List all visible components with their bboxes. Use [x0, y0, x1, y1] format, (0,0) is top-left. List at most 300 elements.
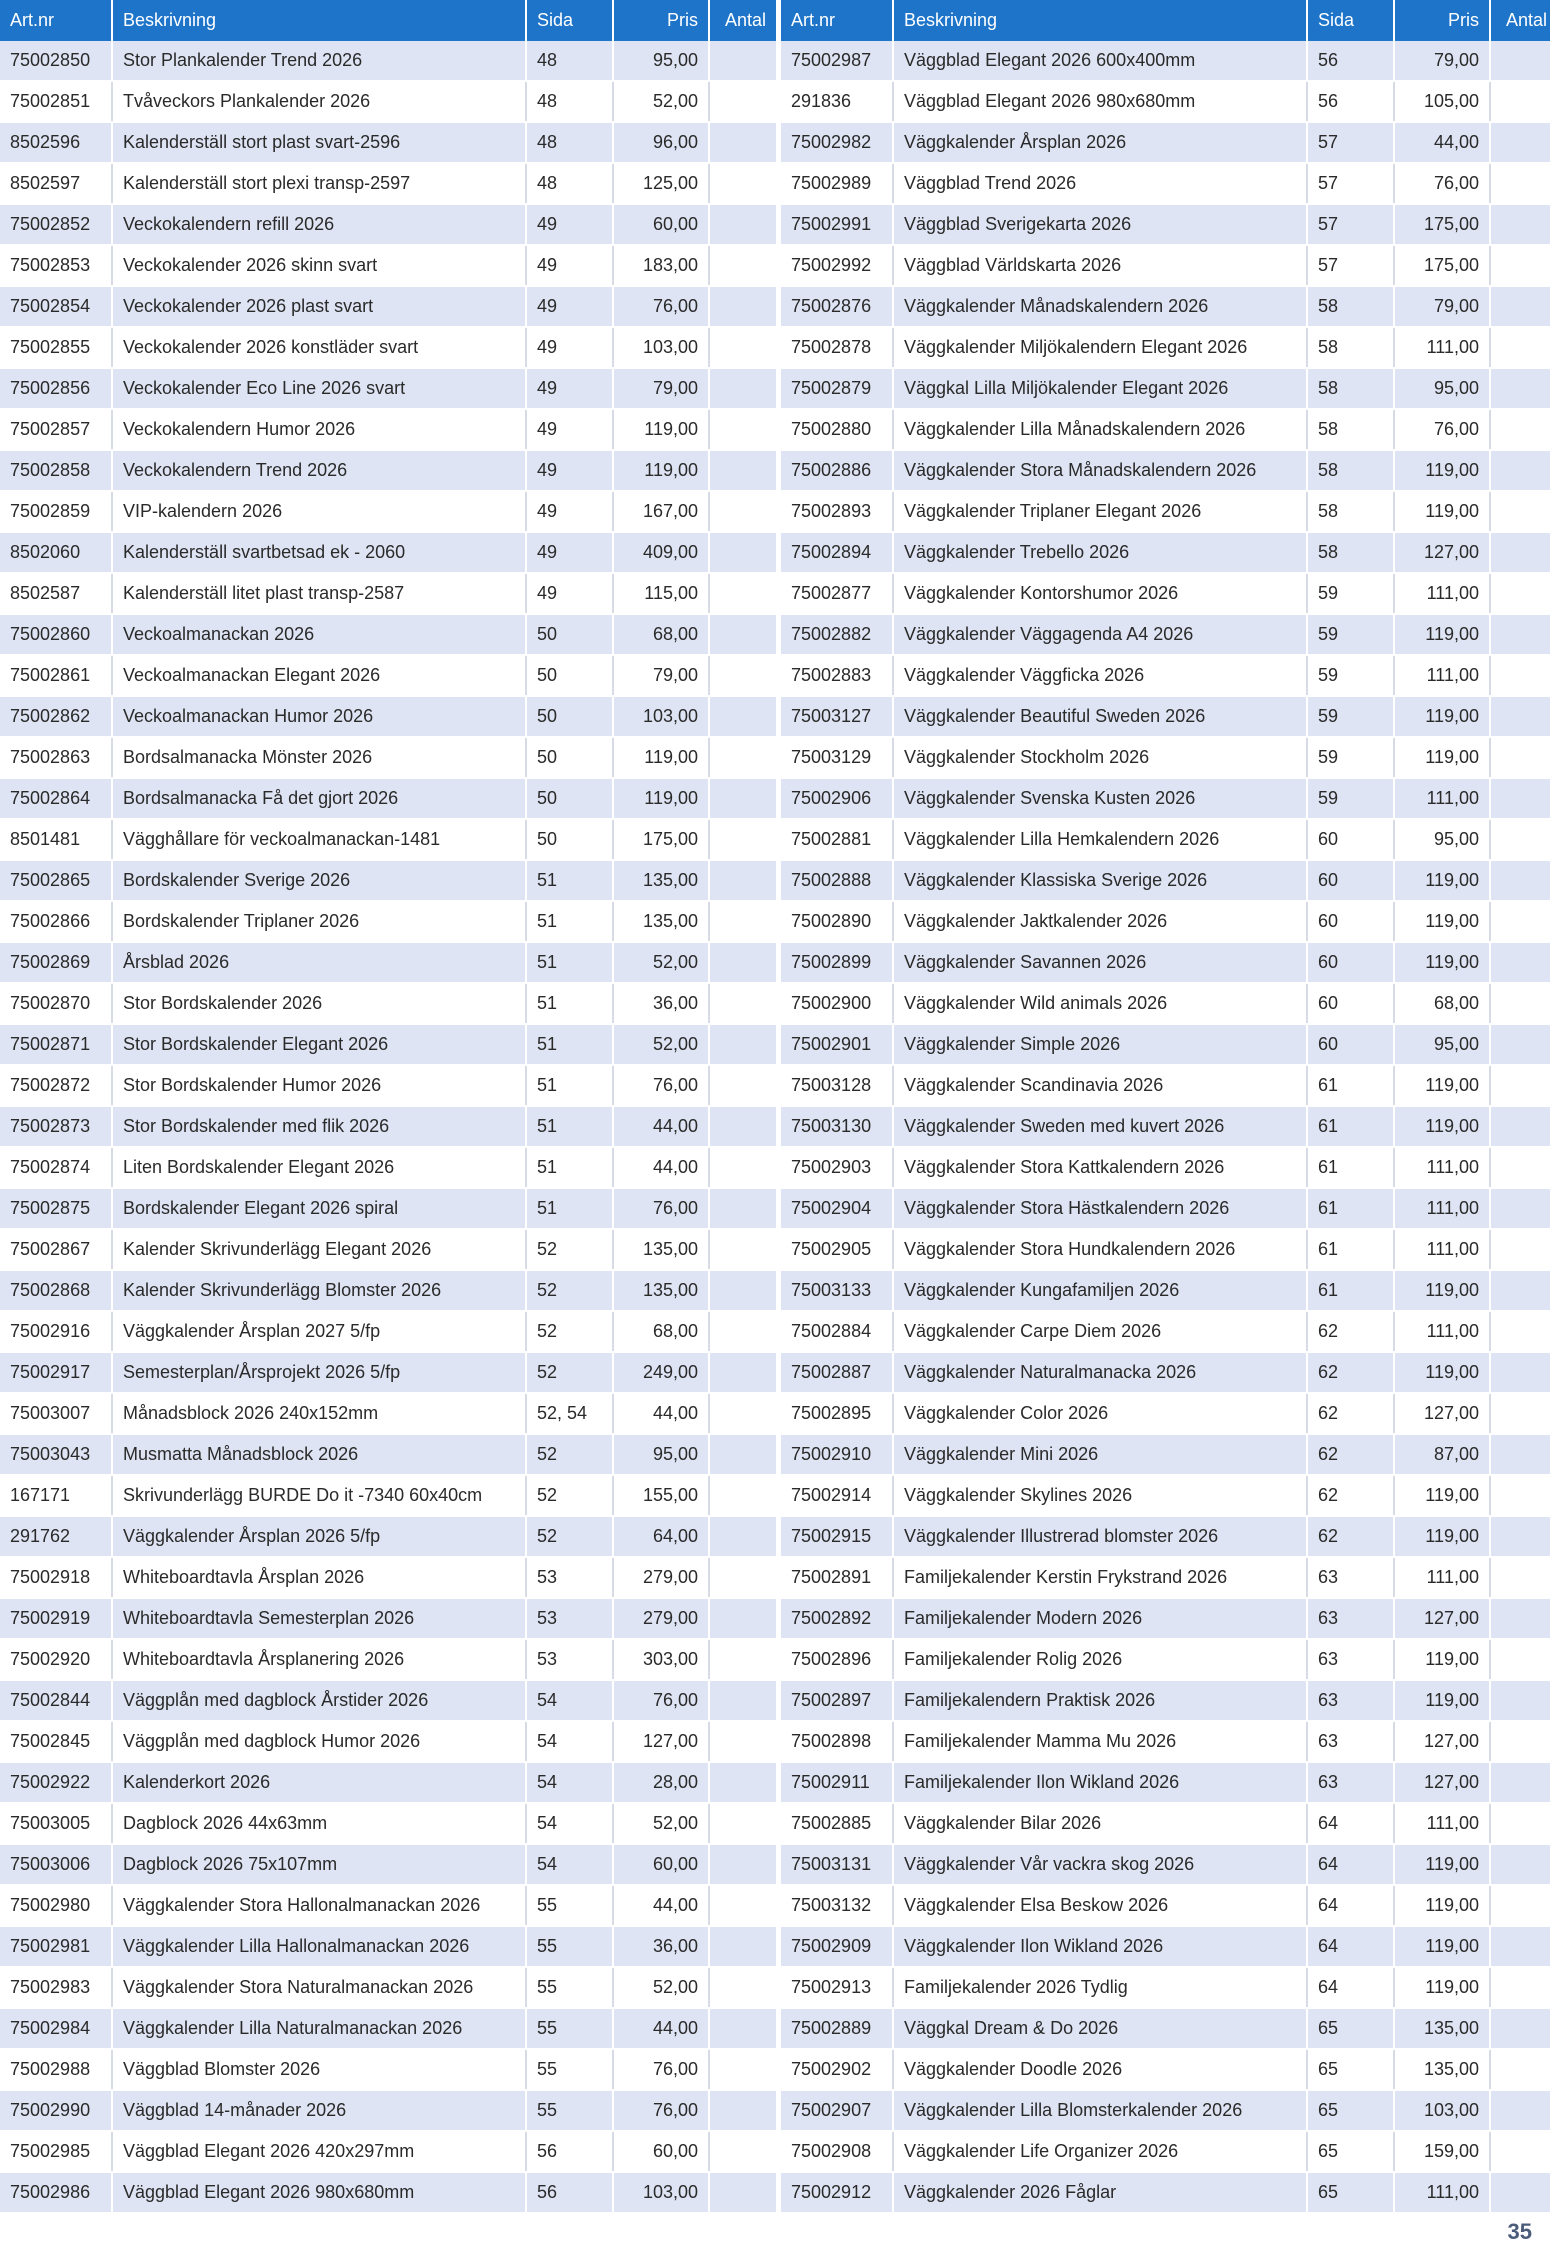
quantity-cell[interactable]	[709, 1516, 776, 1557]
price-cell: 79,00	[613, 655, 709, 696]
description-cell: Väggkalender Doodle 2026	[893, 2049, 1307, 2090]
quantity-cell[interactable]	[1490, 532, 1550, 573]
table-row	[0, 655, 776, 696]
quantity-cell[interactable]	[709, 1352, 776, 1393]
quantity-cell[interactable]	[1490, 122, 1550, 163]
art-nr-cell: 75002892	[781, 1598, 893, 1639]
quantity-cell[interactable]	[709, 737, 776, 778]
description-cell: Musmatta Månadsblock 2026	[112, 1434, 526, 1475]
quantity-cell[interactable]	[709, 1680, 776, 1721]
quantity-cell[interactable]	[709, 2008, 776, 2049]
table-row	[781, 778, 1550, 819]
art-nr-cell: 75002899	[781, 942, 893, 983]
page-cell: 51	[526, 901, 613, 942]
quantity-cell[interactable]	[1490, 1352, 1550, 1393]
quantity-cell[interactable]	[709, 1311, 776, 1352]
quantity-cell[interactable]	[709, 532, 776, 573]
page-cell: 63	[1307, 1680, 1394, 1721]
price-cell: 111,00	[1394, 655, 1490, 696]
page-cell: 60	[1307, 901, 1394, 942]
price-cell: 95,00	[1394, 819, 1490, 860]
quantity-cell[interactable]	[709, 1967, 776, 2008]
quantity-cell[interactable]	[1490, 81, 1550, 122]
price-cell: 76,00	[613, 286, 709, 327]
quantity-cell[interactable]	[709, 245, 776, 286]
page-cell: 57	[1307, 163, 1394, 204]
quantity-cell[interactable]	[1490, 327, 1550, 368]
header-antal: Antal	[1490, 0, 1550, 41]
price-cell: 119,00	[1394, 860, 1490, 901]
price-cell: 95,00	[1394, 1024, 1490, 1065]
quantity-cell[interactable]	[1490, 1885, 1550, 1926]
quantity-cell[interactable]	[709, 819, 776, 860]
quantity-cell[interactable]	[1490, 901, 1550, 942]
quantity-cell[interactable]	[709, 163, 776, 204]
art-nr-cell: 75002865	[0, 860, 112, 901]
quantity-cell[interactable]	[1490, 1434, 1550, 1475]
art-nr-cell: 75002894	[781, 532, 893, 573]
page-cell: 54	[526, 1721, 613, 1762]
quantity-cell[interactable]	[709, 327, 776, 368]
quantity-cell[interactable]	[709, 1434, 776, 1475]
quantity-cell[interactable]	[1490, 1229, 1550, 1270]
table-row	[0, 409, 776, 450]
quantity-cell[interactable]	[1490, 2090, 1550, 2131]
quantity-cell[interactable]	[1490, 1844, 1550, 1885]
page-cell: 49	[526, 532, 613, 573]
quantity-cell[interactable]	[1490, 2008, 1550, 2049]
quantity-cell[interactable]	[1490, 1639, 1550, 1680]
art-nr-cell: 75003006	[0, 1844, 112, 1885]
table-row	[0, 1516, 776, 1557]
quantity-cell[interactable]	[709, 1106, 776, 1147]
quantity-cell[interactable]	[1490, 1393, 1550, 1434]
art-nr-cell: 75002861	[0, 655, 112, 696]
table-row	[0, 1147, 776, 1188]
price-cell: 135,00	[613, 860, 709, 901]
quantity-cell[interactable]	[709, 1270, 776, 1311]
art-nr-cell: 75002885	[781, 1803, 893, 1844]
page-cell: 52	[526, 1434, 613, 1475]
quantity-cell[interactable]	[709, 1598, 776, 1639]
page-cell: 52, 54	[526, 1393, 613, 1434]
description-cell: Whiteboardtavla Årsplan 2026	[112, 1557, 526, 1598]
art-nr-cell: 75002875	[0, 1188, 112, 1229]
page-cell: 62	[1307, 1516, 1394, 1557]
art-nr-cell: 75002985	[0, 2131, 112, 2172]
quantity-cell[interactable]	[709, 655, 776, 696]
quantity-cell[interactable]	[709, 1147, 776, 1188]
art-nr-cell: 75002904	[781, 1188, 893, 1229]
table-row	[0, 860, 776, 901]
art-nr-cell: 75002855	[0, 327, 112, 368]
quantity-cell[interactable]	[709, 614, 776, 655]
quantity-cell[interactable]	[709, 1475, 776, 1516]
page-cell: 59	[1307, 778, 1394, 819]
quantity-cell[interactable]	[709, 491, 776, 532]
price-table-right	[781, 0, 1550, 2214]
quantity-cell[interactable]	[709, 696, 776, 737]
description-cell: Väggkalender Jaktkalender 2026	[893, 901, 1307, 942]
description-cell: Väggblad Trend 2026	[893, 163, 1307, 204]
quantity-cell[interactable]	[1490, 1475, 1550, 1516]
page-cell: 51	[526, 983, 613, 1024]
page-cell: 50	[526, 819, 613, 860]
art-nr-cell: 75002881	[781, 819, 893, 860]
price-cell: 76,00	[613, 2090, 709, 2131]
page-cell: 49	[526, 327, 613, 368]
description-cell: Väggkalender Stora Månadskalendern 2026	[893, 450, 1307, 491]
art-nr-cell: 75002864	[0, 778, 112, 819]
quantity-cell[interactable]	[709, 1393, 776, 1434]
description-cell: Väggkalender Stora Kattkalendern 2026	[893, 1147, 1307, 1188]
price-cell: 111,00	[1394, 573, 1490, 614]
art-nr-cell: 75002867	[0, 1229, 112, 1270]
description-cell: Väggkalender Bilar 2026	[893, 1803, 1307, 1844]
art-nr-cell: 75002871	[0, 1024, 112, 1065]
description-cell: Väggkalender Color 2026	[893, 1393, 1307, 1434]
art-nr-cell: 75002874	[0, 1147, 112, 1188]
art-nr-cell: 75002886	[781, 450, 893, 491]
page-cell: 52	[526, 1475, 613, 1516]
quantity-cell[interactable]	[1490, 1926, 1550, 1967]
quantity-cell[interactable]	[1490, 163, 1550, 204]
page-cell: 65	[1307, 2131, 1394, 2172]
quantity-cell[interactable]	[709, 1803, 776, 1844]
page-cell: 52	[526, 1516, 613, 1557]
description-cell: Väggkalender Kungafamiljen 2026	[893, 1270, 1307, 1311]
art-nr-cell: 75002868	[0, 1270, 112, 1311]
table-row	[781, 1147, 1550, 1188]
quantity-cell[interactable]	[1490, 983, 1550, 1024]
art-nr-cell: 75002992	[781, 245, 893, 286]
description-cell: Väggkalender Stora Hallonalmanackan 2026	[112, 1885, 526, 1926]
quantity-cell[interactable]	[1490, 1598, 1550, 1639]
quantity-cell[interactable]	[1490, 1188, 1550, 1229]
price-cell: 105,00	[1394, 81, 1490, 122]
art-nr-cell: 75002990	[0, 2090, 112, 2131]
description-cell: Väggkalender Stora Hästkalendern 2026	[893, 1188, 1307, 1229]
price-cell: 159,00	[1394, 2131, 1490, 2172]
art-nr-cell: 75002858	[0, 450, 112, 491]
table-row	[0, 1885, 776, 1926]
art-nr-cell: 75002895	[781, 1393, 893, 1434]
table-row	[0, 778, 776, 819]
quantity-cell[interactable]	[709, 2049, 776, 2090]
price-cell: 119,00	[1394, 1270, 1490, 1311]
description-cell: Bordskalender Sverige 2026	[112, 860, 526, 901]
quantity-cell[interactable]	[1490, 1967, 1550, 2008]
description-cell: Väggkalender Carpe Diem 2026	[893, 1311, 1307, 1352]
description-cell: Tvåveckors Plankalender 2026	[112, 81, 526, 122]
table-row	[0, 819, 776, 860]
price-cell: 96,00	[613, 122, 709, 163]
page-cell: 63	[1307, 1557, 1394, 1598]
art-nr-cell: 75002901	[781, 1024, 893, 1065]
price-cell: 111,00	[1394, 2172, 1490, 2213]
table-row	[781, 41, 1550, 81]
quantity-cell[interactable]	[709, 573, 776, 614]
art-nr-cell: 75002890	[781, 901, 893, 942]
price-cell: 119,00	[1394, 1352, 1490, 1393]
description-cell: Väggkalender Elsa Beskow 2026	[893, 1885, 1307, 1926]
art-nr-cell: 75003007	[0, 1393, 112, 1434]
art-nr-cell: 75002908	[781, 2131, 893, 2172]
art-nr-cell: 75002889	[781, 2008, 893, 2049]
quantity-cell[interactable]	[709, 942, 776, 983]
table-row	[781, 1352, 1550, 1393]
page-cell: 63	[1307, 1762, 1394, 1803]
table-row	[0, 491, 776, 532]
quantity-cell[interactable]	[1490, 860, 1550, 901]
art-nr-cell: 75002852	[0, 204, 112, 245]
quantity-cell[interactable]	[1490, 1803, 1550, 1844]
quantity-cell[interactable]	[709, 204, 776, 245]
table-row	[781, 2131, 1550, 2172]
quantity-cell[interactable]	[709, 1024, 776, 1065]
price-cell: 249,00	[613, 1352, 709, 1393]
quantity-cell[interactable]	[709, 778, 776, 819]
table-row	[781, 1434, 1550, 1475]
quantity-cell[interactable]	[709, 1557, 776, 1598]
price-cell: 68,00	[613, 614, 709, 655]
description-cell: Stor Bordskalender Humor 2026	[112, 1065, 526, 1106]
price-cell: 119,00	[1394, 1639, 1490, 1680]
quantity-cell[interactable]	[709, 41, 776, 81]
quantity-cell[interactable]	[1490, 286, 1550, 327]
art-nr-cell: 75002910	[781, 1434, 893, 1475]
description-cell: Bordskalender Triplaner 2026	[112, 901, 526, 942]
quantity-cell[interactable]	[1490, 245, 1550, 286]
art-nr-cell: 75003132	[781, 1885, 893, 1926]
table-row	[781, 1475, 1550, 1516]
description-cell: Väggblad Elegant 2026 420x297mm	[112, 2131, 526, 2172]
quantity-cell[interactable]	[1490, 450, 1550, 491]
quantity-cell[interactable]	[709, 368, 776, 409]
table-row	[781, 1065, 1550, 1106]
art-nr-cell: 75002896	[781, 1639, 893, 1680]
price-cell: 103,00	[613, 2172, 709, 2213]
table-row	[781, 901, 1550, 942]
art-nr-cell: 75002905	[781, 1229, 893, 1270]
description-cell: Väggkalender Väggficka 2026	[893, 655, 1307, 696]
quantity-cell[interactable]	[1490, 2131, 1550, 2172]
page-cell: 55	[526, 1885, 613, 1926]
quantity-cell[interactable]	[709, 2090, 776, 2131]
quantity-cell[interactable]	[1490, 942, 1550, 983]
art-nr-cell: 75002906	[781, 778, 893, 819]
art-nr-cell: 75002863	[0, 737, 112, 778]
price-cell: 111,00	[1394, 1557, 1490, 1598]
quantity-cell[interactable]	[1490, 696, 1550, 737]
quantity-cell[interactable]	[1490, 614, 1550, 655]
price-cell: 135,00	[613, 1229, 709, 1270]
quantity-cell[interactable]	[709, 122, 776, 163]
quantity-cell[interactable]	[1490, 41, 1550, 81]
quantity-cell[interactable]	[1490, 491, 1550, 532]
page-cell: 58	[1307, 450, 1394, 491]
quantity-cell[interactable]	[709, 1065, 776, 1106]
table-row	[781, 819, 1550, 860]
art-nr-cell: 8501481	[0, 819, 112, 860]
quantity-cell[interactable]	[1490, 1516, 1550, 1557]
quantity-cell[interactable]	[709, 1885, 776, 1926]
art-nr-cell: 75002909	[781, 1926, 893, 1967]
quantity-cell[interactable]	[1490, 573, 1550, 614]
page-cell: 56	[526, 2172, 613, 2213]
description-cell: Stor Bordskalender Elegant 2026	[112, 1024, 526, 1065]
description-cell: Väggkalender Klassiska Sverige 2026	[893, 860, 1307, 901]
art-nr-cell: 75003131	[781, 1844, 893, 1885]
quantity-cell[interactable]	[1490, 1106, 1550, 1147]
art-nr-cell: 75002912	[781, 2172, 893, 2213]
description-cell: Dagblock 2026 75x107mm	[112, 1844, 526, 1885]
quantity-cell[interactable]	[709, 1229, 776, 1270]
quantity-cell[interactable]	[1490, 1557, 1550, 1598]
quantity-cell[interactable]	[1490, 409, 1550, 450]
description-cell: VIP-kalendern 2026	[112, 491, 526, 532]
quantity-cell[interactable]	[709, 860, 776, 901]
quantity-cell[interactable]	[1490, 2049, 1550, 2090]
quantity-cell[interactable]	[709, 1762, 776, 1803]
description-cell: Kalenderställ stort plexi transp-2597	[112, 163, 526, 204]
price-cell: 279,00	[613, 1598, 709, 1639]
page-cell: 54	[526, 1844, 613, 1885]
page-cell: 58	[1307, 532, 1394, 573]
price-cell: 76,00	[1394, 409, 1490, 450]
price-cell: 127,00	[1394, 1721, 1490, 1762]
table-row	[0, 1024, 776, 1065]
table-row	[781, 1106, 1550, 1147]
art-nr-cell: 75003043	[0, 1434, 112, 1475]
description-cell: Väggblad Världskarta 2026	[893, 245, 1307, 286]
quantity-cell[interactable]	[1490, 778, 1550, 819]
description-cell: Veckokalender 2026 konstläder svart	[112, 327, 526, 368]
quantity-cell[interactable]	[1490, 655, 1550, 696]
quantity-cell[interactable]	[709, 1188, 776, 1229]
page-cell: 61	[1307, 1270, 1394, 1311]
art-nr-cell: 75002913	[781, 1967, 893, 2008]
price-cell: 127,00	[1394, 1762, 1490, 1803]
table-row	[781, 1844, 1550, 1885]
table-row	[0, 1680, 776, 1721]
quantity-cell[interactable]	[709, 1721, 776, 1762]
price-cell: 36,00	[613, 1926, 709, 1967]
table-row	[0, 122, 776, 163]
quantity-cell[interactable]	[1490, 1680, 1550, 1721]
page-cell: 50	[526, 737, 613, 778]
page-cell: 60	[1307, 860, 1394, 901]
description-cell: Veckokalendern Humor 2026	[112, 409, 526, 450]
art-nr-cell: 75002853	[0, 245, 112, 286]
art-nr-cell: 75002876	[781, 286, 893, 327]
page-cell: 50	[526, 778, 613, 819]
page-cell: 52	[526, 1229, 613, 1270]
quantity-cell[interactable]	[709, 286, 776, 327]
quantity-cell[interactable]	[1490, 1065, 1550, 1106]
page-cell: 51	[526, 1147, 613, 1188]
table-row	[781, 1393, 1550, 1434]
quantity-cell[interactable]	[1490, 1311, 1550, 1352]
quantity-cell[interactable]	[1490, 1762, 1550, 1803]
price-cell: 119,00	[1394, 1885, 1490, 1926]
quantity-cell[interactable]	[1490, 737, 1550, 778]
quantity-cell[interactable]	[1490, 1147, 1550, 1188]
quantity-cell[interactable]	[709, 409, 776, 450]
table-row	[0, 368, 776, 409]
price-cell: 119,00	[1394, 1516, 1490, 1557]
description-cell: Bordskalender Elegant 2026 spiral	[112, 1188, 526, 1229]
price-cell: 76,00	[613, 1680, 709, 1721]
quantity-cell[interactable]	[1490, 368, 1550, 409]
page-cell: 58	[1307, 368, 1394, 409]
quantity-cell[interactable]	[709, 1926, 776, 1967]
description-cell: Väggkalender Årsplan 2027 5/fp	[112, 1311, 526, 1352]
art-nr-cell: 75002989	[781, 163, 893, 204]
quantity-cell[interactable]	[709, 2131, 776, 2172]
page-cell: 59	[1307, 655, 1394, 696]
art-nr-cell: 75002897	[781, 1680, 893, 1721]
quantity-cell[interactable]	[709, 983, 776, 1024]
page-cell: 59	[1307, 737, 1394, 778]
quantity-cell[interactable]	[709, 81, 776, 122]
page-cell: 48	[526, 163, 613, 204]
quantity-cell[interactable]	[1490, 1721, 1550, 1762]
description-cell: Bordsalmanacka Få det gjort 2026	[112, 778, 526, 819]
page-cell: 65	[1307, 2008, 1394, 2049]
page-cell: 61	[1307, 1106, 1394, 1147]
table-row	[0, 573, 776, 614]
quantity-cell[interactable]	[1490, 204, 1550, 245]
quantity-cell[interactable]	[709, 1844, 776, 1885]
art-nr-cell: 75002922	[0, 1762, 112, 1803]
price-cell: 60,00	[613, 204, 709, 245]
quantity-cell[interactable]	[709, 1639, 776, 1680]
table-row	[781, 286, 1550, 327]
quantity-cell[interactable]	[709, 2172, 776, 2213]
page-cell: 56	[526, 2131, 613, 2172]
art-nr-cell: 75002887	[781, 1352, 893, 1393]
price-cell: 44,00	[613, 1393, 709, 1434]
table-row	[0, 1557, 776, 1598]
header-antal: Antal	[709, 0, 776, 41]
table-row	[781, 122, 1550, 163]
quantity-cell[interactable]	[709, 450, 776, 491]
price-cell: 135,00	[613, 1270, 709, 1311]
price-cell: 111,00	[1394, 327, 1490, 368]
description-cell: Väggkalender Vår vackra skog 2026	[893, 1844, 1307, 1885]
page-cell: 59	[1307, 614, 1394, 655]
description-cell: Veckokalender 2026 plast svart	[112, 286, 526, 327]
table-row	[0, 1229, 776, 1270]
price-cell: 68,00	[613, 1311, 709, 1352]
quantity-cell[interactable]	[1490, 1270, 1550, 1311]
art-nr-cell: 75002917	[0, 1352, 112, 1393]
quantity-cell[interactable]	[709, 901, 776, 942]
description-cell: Väggkalender Miljökalendern Elegant 2026	[893, 327, 1307, 368]
page-cell: 50	[526, 655, 613, 696]
page-cell: 62	[1307, 1311, 1394, 1352]
page-cell: 52	[526, 1311, 613, 1352]
page-cell: 62	[1307, 1434, 1394, 1475]
page-cell: 55	[526, 2008, 613, 2049]
quantity-cell[interactable]	[1490, 1024, 1550, 1065]
table-row	[0, 614, 776, 655]
quantity-cell[interactable]	[1490, 2172, 1550, 2213]
price-cell: 95,00	[613, 41, 709, 81]
quantity-cell[interactable]	[1490, 819, 1550, 860]
art-nr-cell: 75002982	[781, 122, 893, 163]
